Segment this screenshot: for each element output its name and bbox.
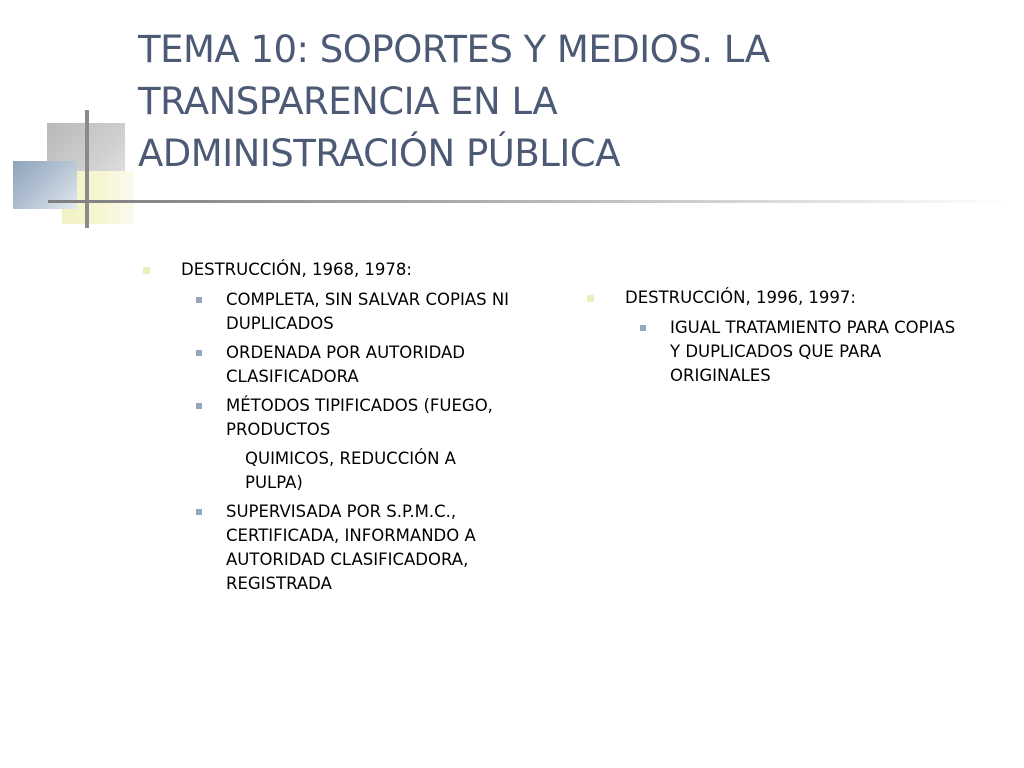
bullet-text-line: ORDENADA POR AUTORIDAD (226, 343, 465, 362)
bullet-text-line: IGUAL TRATAMIENTO PARA COPIAS (670, 318, 956, 337)
square-bullet-icon (196, 350, 202, 356)
bullet-heading: DESTRUCCIÓN, 1996, 1997: (625, 288, 856, 307)
bullet-text-line: MÉTODOS TIPIFICADOS (FUEGO, (226, 396, 493, 415)
title-underline-divider (48, 200, 1008, 203)
right-content-column (587, 286, 1007, 393)
decorative-vertical-line (85, 110, 89, 228)
slide-title (138, 24, 998, 180)
level1-bullet-item (143, 258, 563, 282)
level1-bullet-item (587, 286, 1007, 310)
bullet-text-line: CERTIFICADA, INFORMANDO A (226, 526, 476, 545)
continuation-text-line: PULPA) (245, 473, 303, 492)
slide-title-line: TEMA 10: SOPORTES Y MEDIOS. LA (138, 28, 770, 71)
slide-title-line: TRANSPARENCIA EN LA (138, 80, 558, 123)
bullet-text-line: CLASIFICADORA (226, 367, 359, 386)
bullet-text-line: PRODUCTOS (226, 420, 331, 439)
square-bullet-icon (196, 403, 202, 409)
bullet-text-line: SUPERVISADA POR S.P.M.C., (226, 502, 457, 521)
square-bullet-icon (587, 295, 594, 302)
level2-bullet-item (143, 341, 563, 389)
bullet-text-line: AUTORIDAD CLASIFICADORA, (226, 550, 469, 569)
bullet-text-line: REGISTRADA (226, 574, 332, 593)
slide-title-line: ADMINISTRACIÓN PÚBLICA (138, 132, 620, 175)
square-bullet-icon (640, 325, 646, 331)
continuation-text-line: QUIMICOS, REDUCCIÓN A (245, 449, 456, 468)
level2-bullet-item (143, 394, 563, 442)
level2-bullet-item (587, 316, 1007, 388)
bullet-continuation-paragraph (143, 447, 563, 495)
square-bullet-icon (143, 267, 150, 274)
bullet-text-line: COMPLETA, SIN SALVAR COPIAS NI (226, 290, 510, 309)
bullet-heading: DESTRUCCIÓN, 1968, 1978: (181, 260, 412, 279)
level2-bullet-item (143, 500, 563, 596)
bullet-text-line: ORIGINALES (670, 366, 771, 385)
left-content-column (143, 258, 563, 601)
level2-bullet-item (143, 288, 563, 336)
square-bullet-icon (196, 509, 202, 515)
square-bullet-icon (196, 297, 202, 303)
bullet-text-line: DUPLICADOS (226, 314, 334, 333)
bullet-text-line: Y DUPLICADOS QUE PARA (670, 342, 882, 361)
